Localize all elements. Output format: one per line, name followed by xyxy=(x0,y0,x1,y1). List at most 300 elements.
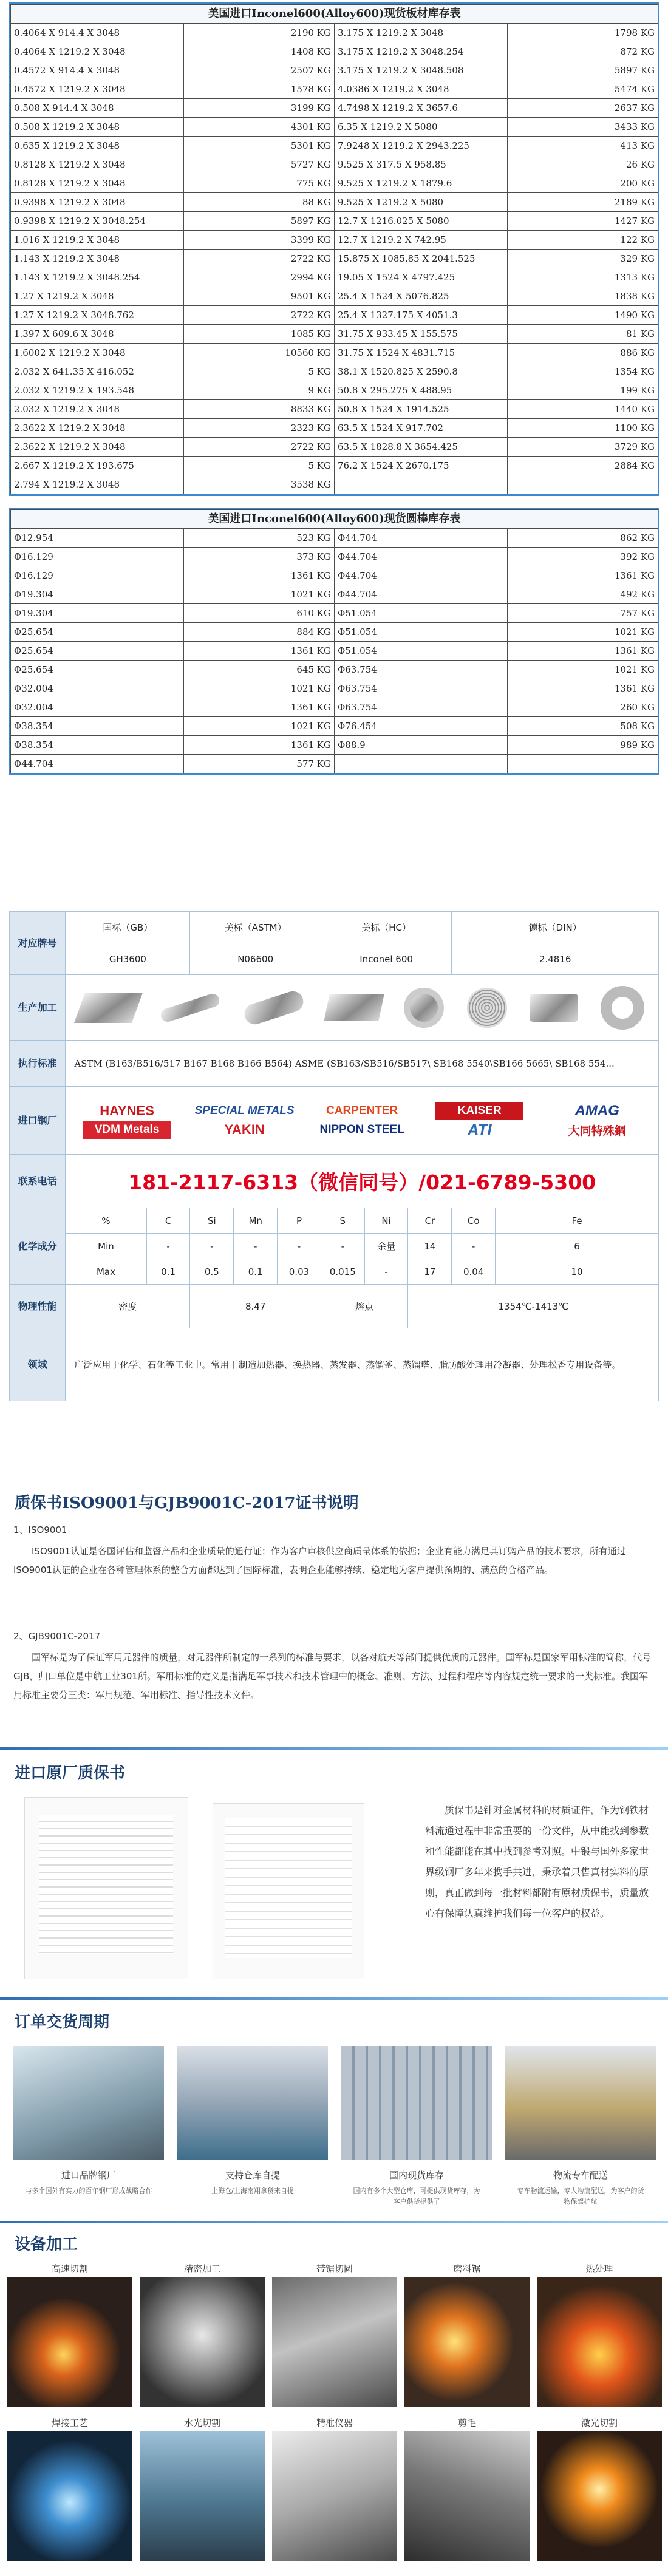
plate-weight-cell: 329 KG xyxy=(508,250,658,268)
plate-table-title: 美国进口Inconel600(Alloy600)现货板材库存表 xyxy=(11,5,658,24)
bar-spec-cell: Φ44.704 xyxy=(335,548,508,566)
chem-header: Ni xyxy=(364,1208,408,1234)
chem-min: - xyxy=(234,1234,278,1259)
plate-row xyxy=(11,287,658,306)
density-label: 密度 xyxy=(66,1285,190,1328)
plate-row xyxy=(11,155,658,174)
std-header-gb: 国标（GB） xyxy=(66,912,190,943)
plate-spec-cell: 76.2 X 1524 X 2670.175 xyxy=(335,457,508,475)
plate-spec-cell: 31.75 X 933.45 X 155.575 xyxy=(335,325,508,344)
plate-weight-cell: 2994 KG xyxy=(184,268,335,287)
bar-weight-cell: 645 KG xyxy=(184,661,335,679)
bar-row xyxy=(11,698,658,717)
cycle-photo-truck xyxy=(505,2046,656,2160)
bar-weight-cell: 1021 KG xyxy=(184,585,335,604)
chem-header: C xyxy=(146,1208,190,1234)
plate-spec-cell: 0.4064 X 1219.2 X 3048 xyxy=(11,42,184,61)
bar-spec-cell: Φ16.129 xyxy=(11,548,184,566)
bar-weight-cell: 373 KG xyxy=(184,548,335,566)
bar-spec-cell: Φ38.354 xyxy=(11,736,184,755)
contact-label: 联系电话 xyxy=(10,1155,66,1208)
bar-weight-cell: 610 KG xyxy=(184,604,335,623)
bar-weight-cell: 1021 KG xyxy=(508,623,658,642)
bar-weight-cell: 1021 KG xyxy=(508,661,658,679)
mills-label: 进口钢厂 xyxy=(10,1087,66,1155)
plate-weight-cell: 5 KG xyxy=(184,362,335,381)
chem-min: 6 xyxy=(496,1234,659,1259)
plate-spec-cell: 38.1 X 1520.825 X 2590.8 xyxy=(335,362,508,381)
chem-min: - xyxy=(190,1234,234,1259)
plate-weight-cell: 3399 KG xyxy=(184,231,335,250)
nippon-steel-logo: NIPPON STEEL xyxy=(319,1123,404,1136)
plate-spec-cell: 15.875 X 1085.85 X 2041.525 xyxy=(335,250,508,268)
plate-weight-cell: 1408 KG xyxy=(184,42,335,61)
plate-spec-cell: 0.4572 X 914.4 X 3048 xyxy=(11,61,184,80)
plate-weight-cell: 88 KG xyxy=(184,193,335,212)
plate-weight-cell: 8833 KG xyxy=(184,400,335,419)
plate-spec-cell: 25.4 X 1327.175 X 4051.3 xyxy=(335,306,508,325)
bar-weight-cell: 757 KG xyxy=(508,604,658,623)
wire-image xyxy=(467,988,507,1028)
equip-photo-deburring xyxy=(404,2431,530,2561)
equip-photo-instrument xyxy=(272,2431,397,2561)
chem-min: - xyxy=(146,1234,190,1259)
plate-weight-cell: 2722 KG xyxy=(184,250,335,268)
bar-weight-cell: 392 KG xyxy=(508,548,658,566)
plate-weight-cell: 200 KG xyxy=(508,174,658,193)
plate-spec-cell: 1.27 X 1219.2 X 3048.762 xyxy=(11,306,184,325)
plate-row xyxy=(11,24,658,42)
bar-row xyxy=(11,604,658,623)
cycle-item-desc: 与多个国外有实力的百年钢厂形成战略合作 xyxy=(25,2187,152,2195)
special-metals-logo: SPECIAL METALS xyxy=(194,1104,295,1117)
chem-header: Mn xyxy=(234,1208,278,1234)
plate-spec-cell: 2.667 X 1219.2 X 193.675 xyxy=(11,457,184,475)
plate-weight-cell: 1100 KG xyxy=(508,419,658,438)
plate-weight-cell: 5897 KG xyxy=(508,61,658,80)
bar-spec-cell: Φ88.9 xyxy=(335,736,508,755)
equip-photo-band-saw xyxy=(272,2277,397,2407)
std-header-din: 德标（DIN） xyxy=(452,912,659,943)
plate-weight-cell: 1798 KG xyxy=(508,24,658,42)
bar-row xyxy=(11,585,658,604)
plate-row xyxy=(11,306,658,325)
bar-row xyxy=(11,679,658,698)
plate-row xyxy=(11,193,658,212)
equip-caption: 剪毛 xyxy=(457,2418,476,2428)
chem-header: S xyxy=(321,1208,364,1234)
bar-stock-table xyxy=(9,508,659,775)
iso-text: ISO9001认证是各国评估和监督产品和企业质量的通行证：作为客户审核供应商质量体系的依据；企业有能力满足其订购产品的技术要求，所有通过ISO9001认证的企业在各种管理体系的整合方面都达到了国际标准，表明企业能够持续、稳定地为客户提供预期的、满意的合格产品。 xyxy=(13,1546,626,1575)
chem-header: Co xyxy=(452,1208,496,1234)
bar-spec-cell: Φ19.304 xyxy=(11,585,184,604)
plate-weight-cell: 3538 KG xyxy=(184,475,335,494)
cycle-photo-stock xyxy=(341,2046,492,2160)
plate-weight-cell: 1085 KG xyxy=(184,325,335,344)
gjb-text: 国军标是为了保证军用元器件的质量，对元器件所制定的一系列的标准与要求，以各对航天等部门提供优质的元器件。国军标是国家军用标准的简称，代号GJB，归口单位是中航工业301所。军用标准的定义是指满足军事技术和技术管理中的概念、准则、方法、过程和程序等内容规定统一要求的一类标准。我国军用标准主要分三类：军用规范、军用标准、指导性技术文件。 xyxy=(13,1652,652,1701)
chem-min: 14 xyxy=(408,1234,452,1259)
bar-weight-cell: 1021 KG xyxy=(184,679,335,698)
plate-row xyxy=(11,250,658,268)
density-value: 8.47 xyxy=(190,1285,321,1328)
plate-row xyxy=(11,99,658,118)
bar-row xyxy=(11,623,658,642)
plate-spec-cell: 1.27 X 1219.2 X 3048 xyxy=(11,287,184,306)
cycle-item-name: 国内现货库存 xyxy=(389,2170,444,2181)
equip-photo-precision-machining xyxy=(140,2277,265,2407)
bar-spec-cell: Φ63.754 xyxy=(335,661,508,679)
exec-standard-text: ASTM (B163/B516/517 B167 B168 B166 B564) ASME (SB163/SB516/SB517\ SB168 5540\SB166 5665\ SB168 554... xyxy=(66,1041,659,1087)
plate-row xyxy=(11,80,658,99)
plate-weight-cell: 413 KG xyxy=(508,137,658,155)
plate-spec-cell: 9.525 X 317.5 X 958.85 xyxy=(335,155,508,174)
equip-caption: 精密加工 xyxy=(183,2263,220,2274)
bar-row xyxy=(11,566,658,585)
plate-weight-cell: 10560 KG xyxy=(184,344,335,362)
chem-header: P xyxy=(278,1208,321,1234)
std-value-gb: GH3600 xyxy=(66,943,190,975)
bar-row xyxy=(11,529,658,548)
equip-photo-heat-treatment xyxy=(537,2277,662,2407)
equip-caption: 精准仪器 xyxy=(316,2418,353,2428)
chem-header: Fe xyxy=(496,1208,659,1234)
orig-title: 进口原厂质保书 xyxy=(15,1764,126,1782)
chem-min: 余量 xyxy=(364,1234,408,1259)
mills-logos xyxy=(66,1087,659,1155)
chem-max: 0.03 xyxy=(278,1259,321,1285)
cycle-item-desc: 专车物流运输，专人物流配送，为客户的货物保驾护航 xyxy=(517,2187,644,2206)
chem-min: - xyxy=(321,1234,364,1259)
plate-spec-cell: 31.75 X 1524 X 4831.715 xyxy=(335,344,508,362)
melt-label: 熔点 xyxy=(321,1285,408,1328)
plate-spec-cell: 2.3622 X 1219.2 X 3048 xyxy=(11,419,184,438)
plate-spec-cell: 9.525 X 1219.2 X 5080 xyxy=(335,193,508,212)
vdm-logo: VDM Metals xyxy=(83,1121,171,1139)
equip-caption: 热处理 xyxy=(585,2263,613,2274)
plate-weight-cell: 5301 KG xyxy=(184,137,335,155)
equip-caption: 焊接工艺 xyxy=(51,2418,88,2428)
plate-weight-cell: 2323 KG xyxy=(184,419,335,438)
plate-stock-table xyxy=(9,2,659,496)
plate-row xyxy=(11,268,658,287)
angle-image xyxy=(324,994,384,1021)
chem-max: 0.04 xyxy=(452,1259,496,1285)
std-header-astm: 美标（ASTM） xyxy=(190,912,321,943)
exec-label: 执行标准 xyxy=(10,1041,66,1087)
plate-weight-cell: 199 KG xyxy=(508,381,658,400)
plate-spec-cell xyxy=(335,475,508,494)
cycle-item-desc: 上海仓/上海南翔拿货来自提 xyxy=(211,2187,294,2195)
yakin-logo: YAKIN xyxy=(224,1122,265,1137)
plate-row xyxy=(11,118,658,137)
equip-caption: 高速切割 xyxy=(51,2263,88,2274)
plate-weight-cell: 886 KG xyxy=(508,344,658,362)
plate-weight-cell: 2722 KG xyxy=(184,438,335,457)
plate-spec-cell: 3.175 X 1219.2 X 3048.508 xyxy=(335,61,508,80)
equip-photo-waterjet xyxy=(140,2431,265,2561)
plate-spec-cell: 9.525 X 1219.2 X 1879.6 xyxy=(335,174,508,193)
plate-spec-cell: 4.7498 X 1219.2 X 3657.6 xyxy=(335,99,508,118)
cycle-item-name: 进口品牌钢厂 xyxy=(61,2170,116,2181)
flange-image xyxy=(601,986,644,1030)
chem-max: Max xyxy=(66,1259,146,1285)
plate-weight-cell: 5897 KG xyxy=(184,212,335,231)
equip-photo-high-speed-cutting xyxy=(7,2277,132,2407)
std-header-hc: 美标（HC） xyxy=(321,912,451,943)
chem-max: 10 xyxy=(496,1259,659,1285)
plate-weight-cell: 2507 KG xyxy=(184,61,335,80)
equip-photo-laser-cutting xyxy=(537,2431,662,2561)
plate-weight-cell: 1354 KG xyxy=(508,362,658,381)
plate-weight-cell: 81 KG xyxy=(508,325,658,344)
chem-max: 0.1 xyxy=(146,1259,190,1285)
phys-label: 物理性能 xyxy=(10,1285,66,1328)
plate-weight-cell: 9 KG xyxy=(184,381,335,400)
plate-spec-cell: 0.9398 X 1219.2 X 3048 xyxy=(11,193,184,212)
plate-spec-cell: 2.794 X 1219.2 X 3048 xyxy=(11,475,184,494)
bar-weight-cell xyxy=(508,755,658,773)
plate-weight-cell: 4301 KG xyxy=(184,118,335,137)
chem-min: - xyxy=(278,1234,321,1259)
bar-weight-cell: 1361 KG xyxy=(184,698,335,717)
equip-title: 设备加工 xyxy=(15,2235,78,2254)
plate-row xyxy=(11,61,658,80)
plate-spec-cell: 3.175 X 1219.2 X 3048.254 xyxy=(335,42,508,61)
plate-weight-cell: 1490 KG xyxy=(508,306,658,325)
plate-row xyxy=(11,344,658,362)
plate-spec-cell: 0.4572 X 1219.2 X 3048 xyxy=(11,80,184,99)
plate-spec-cell: 1.016 X 1219.2 X 3048 xyxy=(11,231,184,250)
plate-row xyxy=(11,212,658,231)
plate-weight-cell: 872 KG xyxy=(508,42,658,61)
bar-spec-cell: Φ51.054 xyxy=(335,604,508,623)
haynes-logo: HAYNES xyxy=(100,1103,154,1118)
bar-weight-cell: 577 KG xyxy=(184,755,335,773)
bar-weight-cell: 884 KG xyxy=(184,623,335,642)
bar-spec-cell: Φ32.004 xyxy=(11,698,184,717)
plate-spec-cell: 4.0386 X 1219.2 X 3048 xyxy=(335,80,508,99)
plate-spec-cell: 63.5 X 1828.8 X 3654.425 xyxy=(335,438,508,457)
chem-max: 0.015 xyxy=(321,1259,364,1285)
plate-spec-cell: 2.3622 X 1219.2 X 3048 xyxy=(11,438,184,457)
plate-row xyxy=(11,231,658,250)
plate-spec-cell: 0.508 X 1219.2 X 3048 xyxy=(11,118,184,137)
chem-header: Cr xyxy=(408,1208,452,1234)
plate-row xyxy=(11,325,658,344)
bar-spec-cell: Φ25.654 xyxy=(11,642,184,661)
chem-max: 0.5 xyxy=(190,1259,234,1285)
plate-image xyxy=(74,993,143,1023)
plate-row xyxy=(11,400,658,419)
tube-image xyxy=(242,988,306,1027)
bar-row xyxy=(11,642,658,661)
bar-weight-cell: 1361 KG xyxy=(508,642,658,661)
carpenter-logo: CARPENTER xyxy=(326,1104,398,1117)
bar-weight-cell: 1021 KG xyxy=(184,717,335,736)
plate-spec-cell: 0.8128 X 1219.2 X 3048 xyxy=(11,174,184,193)
equip-caption: 磨料锯 xyxy=(453,2263,481,2274)
bar-spec-cell: Φ44.704 xyxy=(335,566,508,585)
plate-spec-cell: 50.8 X 295.275 X 488.95 xyxy=(335,381,508,400)
chem-header: Si xyxy=(190,1208,234,1234)
plate-row xyxy=(11,362,658,381)
plate-row xyxy=(11,174,658,193)
plate-weight-cell: 5474 KG xyxy=(508,80,658,99)
plate-weight-cell: 3199 KG xyxy=(184,99,335,118)
plate-row xyxy=(11,137,658,155)
chem-min: - xyxy=(452,1234,496,1259)
cycle-item-desc: 国内有多个大型仓库，可提供现货库存，为客户供货提供了 xyxy=(353,2187,480,2206)
orig-text: 质保书是针对金属材料的材质证件，作为钢铁材料流通过程中非常重要的一份文件，从中能找到参数和性能都能在其中找到参考对照。中锻与国外多家世界级钢厂多年来携手共进，秉承着只售真材实料的原则，真正做到每一批材料都附有原材质保书，质量放心有保障认真维护我们每一位客户的权益。 xyxy=(425,1804,649,1919)
bar-weight-cell: 492 KG xyxy=(508,585,658,604)
bar-spec-cell: Φ12.954 xyxy=(11,529,184,548)
coil-image xyxy=(404,988,444,1028)
equip-caption: 水光切割 xyxy=(183,2418,220,2428)
plate-weight-cell: 5 KG xyxy=(184,457,335,475)
plate-spec-cell: 0.8128 X 1219.2 X 3048 xyxy=(11,155,184,174)
cert-title: 质保书ISO9001与GJB9001C-2017证书说明 xyxy=(15,1494,359,1512)
spec-table xyxy=(9,911,659,1475)
plate-weight-cell: 5727 KG xyxy=(184,155,335,174)
bar-spec-cell: Φ76.454 xyxy=(335,717,508,736)
plate-row xyxy=(11,438,658,457)
fastener-image xyxy=(530,994,578,1022)
std-value-hc: Inconel 600 xyxy=(321,943,451,975)
bar-weight-cell: 1361 KG xyxy=(508,566,658,585)
plate-spec-cell: 12.7 X 1219.2 X 742.95 xyxy=(335,231,508,250)
plate-weight-cell: 1838 KG xyxy=(508,287,658,306)
cycle-item-name: 物流专车配送 xyxy=(553,2170,608,2181)
plate-spec-cell: 2.032 X 1219.2 X 3048 xyxy=(11,400,184,419)
plate-weight-cell: 2884 KG xyxy=(508,457,658,475)
plate-weight-cell: 1440 KG xyxy=(508,400,658,419)
plate-weight-cell: 775 KG xyxy=(184,174,335,193)
plate-spec-cell: 63.5 X 1524 X 917.702 xyxy=(335,419,508,438)
bar-row xyxy=(11,548,658,566)
plate-spec-cell: 25.4 X 1524 X 5076.825 xyxy=(335,287,508,306)
plate-spec-cell: 7.9248 X 1219.2 X 2943.225 xyxy=(335,137,508,155)
plate-weight-cell: 3433 KG xyxy=(508,118,658,137)
plate-spec-cell: 1.143 X 1219.2 X 3048 xyxy=(11,250,184,268)
bar-row xyxy=(11,717,658,736)
plate-row xyxy=(11,457,658,475)
cycle-photo-mill xyxy=(13,2046,164,2160)
bar-spec-cell: Φ51.054 xyxy=(335,642,508,661)
bar-spec-cell: Φ63.754 xyxy=(335,679,508,698)
plate-spec-cell: 0.635 X 1219.2 X 3048 xyxy=(11,137,184,155)
plate-weight-cell: 2190 KG xyxy=(184,24,335,42)
certificate-image-1 xyxy=(24,1797,188,1979)
std-value-din: 2.4816 xyxy=(452,943,659,975)
plate-spec-cell: 6.35 X 1219.2 X 5080 xyxy=(335,118,508,137)
bar-spec-cell: Φ44.704 xyxy=(335,529,508,548)
amag-logo: AMAG xyxy=(574,1103,619,1119)
plate-spec-cell: 0.4064 X 914.4 X 3048 xyxy=(11,24,184,42)
product-images xyxy=(66,975,659,1041)
bar-weight-cell: 260 KG xyxy=(508,698,658,717)
phone-number[interactable]: 181-2117-6313（微信同号）/021-6789-5300 xyxy=(66,1155,659,1208)
plate-weight-cell: 1313 KG xyxy=(508,268,658,287)
plate-row xyxy=(11,419,658,438)
bar-spec-cell: Φ19.304 xyxy=(11,604,184,623)
bar-spec-cell: Φ25.654 xyxy=(11,661,184,679)
plate-weight-cell: 122 KG xyxy=(508,231,658,250)
equip-caption: 带锯切圆 xyxy=(316,2263,353,2274)
bar-spec-cell: Φ25.654 xyxy=(11,623,184,642)
chem-max: 0.1 xyxy=(234,1259,278,1285)
bar-weight-cell: 1361 KG xyxy=(184,736,335,755)
chem-header: % xyxy=(66,1208,146,1234)
chem-max: - xyxy=(364,1259,408,1285)
plate-weight-cell: 26 KG xyxy=(508,155,658,174)
certificate-image-2 xyxy=(213,1803,364,1979)
std-value-astm: N06600 xyxy=(190,943,321,975)
bar-spec-cell: Φ32.004 xyxy=(11,679,184,698)
plate-spec-cell: 0.508 X 914.4 X 3048 xyxy=(11,99,184,118)
bar-spec-cell: Φ44.704 xyxy=(335,585,508,604)
plate-spec-cell: 19.05 X 1524 X 4797.425 xyxy=(335,268,508,287)
bar-weight-cell: 1361 KG xyxy=(508,679,658,698)
field-label: 领域 xyxy=(10,1328,66,1401)
plate-weight-cell: 9501 KG xyxy=(184,287,335,306)
bar-weight-cell: 523 KG xyxy=(184,529,335,548)
bar-weight-cell: 508 KG xyxy=(508,717,658,736)
plate-spec-cell: 0.9398 X 1219.2 X 3048.254 xyxy=(11,212,184,231)
cycle-title: 订单交货周期 xyxy=(15,2013,110,2031)
melt-value: 1354℃-1413℃ xyxy=(408,1285,659,1328)
bar-row xyxy=(11,661,658,679)
daido-logo: 大同特殊鋼 xyxy=(568,1124,626,1138)
bar-weight-cell: 989 KG xyxy=(508,736,658,755)
bar-spec-cell xyxy=(335,755,508,773)
cycle-item-name: 支持仓库自提 xyxy=(225,2170,280,2181)
plate-weight-cell: 2637 KG xyxy=(508,99,658,118)
plate-spec-cell: 1.6002 X 1219.2 X 3048 xyxy=(11,344,184,362)
section-divider xyxy=(0,1997,668,2000)
plate-row xyxy=(11,381,658,400)
plate-row xyxy=(11,475,658,494)
iso-heading: 1、ISO9001 xyxy=(13,1524,67,1535)
gjb-heading: 2、GJB9001C-2017 xyxy=(13,1631,101,1642)
section-divider xyxy=(0,2221,668,2223)
rod-image xyxy=(159,992,221,1024)
grade-label: 对应牌号 xyxy=(10,912,66,975)
bar-spec-cell: Φ16.129 xyxy=(11,566,184,585)
chem-max: 17 xyxy=(408,1259,452,1285)
plate-weight-cell: 1578 KG xyxy=(184,80,335,99)
equip-photo-abrasive-saw xyxy=(404,2277,530,2407)
product-label: 生产加工 xyxy=(10,975,66,1041)
equip-photo-welding xyxy=(7,2431,132,2561)
bar-row xyxy=(11,755,658,773)
chem-label: 化学成分 xyxy=(10,1208,66,1285)
ati-logo: ATI xyxy=(467,1120,492,1139)
field-text: 广泛应用于化学、石化等工业中。常用于制造加热器、换热器、蒸发器、蒸馏釜、蒸馏塔、脂肪酸处理用冷凝器、处理松香专用设备等。 xyxy=(66,1328,659,1401)
plate-spec-cell: 12.7 X 1216.025 X 5080 xyxy=(335,212,508,231)
plate-spec-cell: 3.175 X 1219.2 X 3048 xyxy=(335,24,508,42)
plate-row xyxy=(11,42,658,61)
bar-row xyxy=(11,736,658,755)
plate-weight-cell xyxy=(508,475,658,494)
section-divider xyxy=(0,1747,668,1750)
plate-spec-cell: 1.143 X 1219.2 X 3048.254 xyxy=(11,268,184,287)
kaiser-logo: KAISER xyxy=(435,1102,524,1120)
bar-table-title: 美国进口Inconel600(Alloy600)现货圆棒库存表 xyxy=(11,510,658,529)
bar-spec-cell: Φ38.354 xyxy=(11,717,184,736)
plate-weight-cell: 2189 KG xyxy=(508,193,658,212)
bar-spec-cell: Φ44.704 xyxy=(11,755,184,773)
plate-weight-cell: 1427 KG xyxy=(508,212,658,231)
